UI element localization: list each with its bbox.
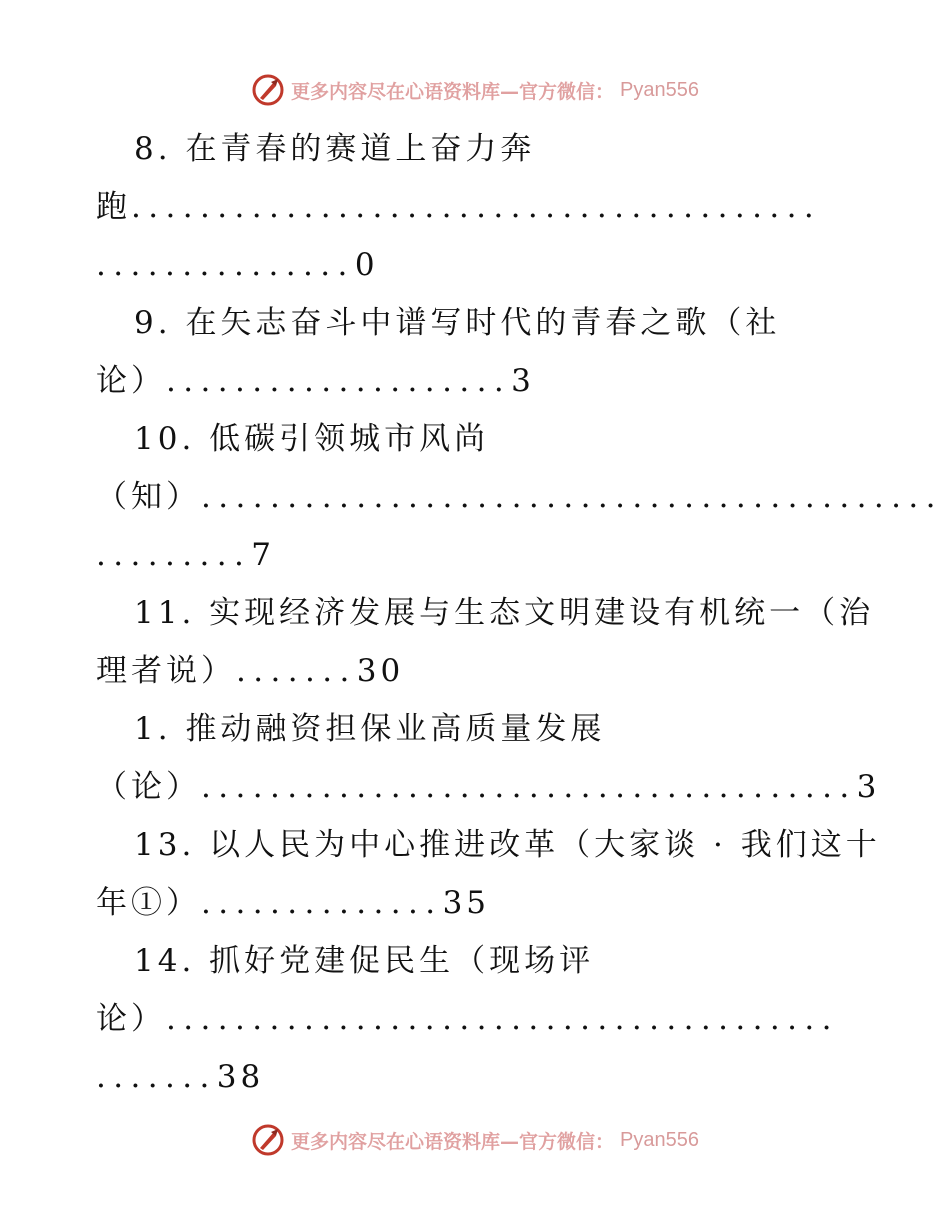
toc-page-number: 3 [856,769,881,805]
toc-entry-title: 在青春的赛道上奋力奔 [185,131,536,167]
toc-entry-title-cont: （知） [96,479,201,515]
quill-logo-icon [251,73,285,107]
toc-entry-title: 抓好党建促民生（现场评 [209,943,595,979]
toc-page-number: 3 [511,363,535,399]
toc-entry-title-cont: 论） [96,1001,166,1037]
toc-entry-title-cont: （论） [96,769,201,805]
toc-entry-title-cont: 论） [96,363,166,399]
toc-entry-title-cont: 年①） [96,885,201,921]
watermark-handle: Pyan556 [620,78,699,101]
toc-leader-dots: .................... [166,363,512,399]
toc-entry-title-cont: 理者说） [96,653,236,689]
toc-entry-9-line2[interactable] [96,352,535,410]
toc-page-number: 38 [216,1059,265,1095]
toc-entry-13-line2[interactable] [96,874,490,932]
watermark-handle: Pyan556 [620,1128,699,1151]
toc-entry-number: 1. [134,711,172,747]
toc-leader-dots: ......... [96,537,252,573]
toc-page-number: 0 [354,247,379,283]
toc-entry-title: 推动融资担保业高质量发展 [185,711,606,747]
toc-entry-12-line1[interactable] [134,700,605,758]
toc-entry-12-line2[interactable] [96,758,880,816]
watermark-text: 更多内容尽在心语资料库—官方微信： [291,80,615,103]
toc-entry-number: 14. [134,943,196,979]
toc-leader-dots: ............... [96,247,355,283]
toc-page-number: 30 [356,653,405,689]
toc-entry-13-line1[interactable] [134,816,881,874]
toc-entry-11-line1[interactable] [134,584,874,642]
toc-entry-number: 10. [134,421,196,457]
toc-entry-10-line1[interactable] [134,410,489,468]
toc-page-number: 7 [251,537,276,573]
toc-leader-dots: ........................................ [131,189,822,225]
toc-entry-title: 在矢志奋斗中谱写时代的青春之歌（社 [185,305,781,341]
toc-leader-dots: ....................................... [166,1001,839,1037]
toc-entry-8-line1[interactable] [134,120,535,178]
toc-leader-dots: ...................................... [201,769,857,805]
toc-entry-14-line3[interactable] [96,1048,264,1106]
toc-entry-title: 低碳引领城市风尚 [209,421,490,457]
toc-leader-dots: ....... [236,653,357,689]
toc-entry-10-line2[interactable] [96,468,943,526]
toc-entry-9-line1[interactable] [134,294,780,352]
toc-entry-8-line3[interactable] [96,236,379,294]
toc-entry-14-line1[interactable] [134,932,594,990]
toc-entry-number: 13. [134,827,196,863]
toc-leader-dots: .............. [201,885,443,921]
toc-entry-14-line2[interactable] [96,990,839,1048]
toc-entry-number: 11. [134,595,196,631]
toc-entry-number: 8. [134,131,172,167]
toc-entry-title: 实现经济发展与生态文明建设有机统一（治 [209,595,875,631]
toc-page-number: 35 [442,885,491,921]
watermark-text: 更多内容尽在心语资料库—官方微信： [291,1130,615,1153]
toc-entry-11-line2[interactable] [96,642,404,700]
toc-leader-dots: ........................................... [201,479,943,515]
toc-entry-10-line3[interactable] [96,526,275,584]
toc-entry-number: 9. [134,305,172,341]
toc-entry-title-cont: 跑 [96,189,131,225]
toc-entry-8-line2[interactable] [96,178,821,236]
toc-leader-dots: ....... [96,1059,217,1095]
toc-entry-title: 以人民为中心推进改革（大家谈 · 我们这十 [209,827,881,863]
footer-watermark [0,1120,950,1160]
header-watermark [0,70,950,110]
quill-logo-icon [251,1123,285,1157]
